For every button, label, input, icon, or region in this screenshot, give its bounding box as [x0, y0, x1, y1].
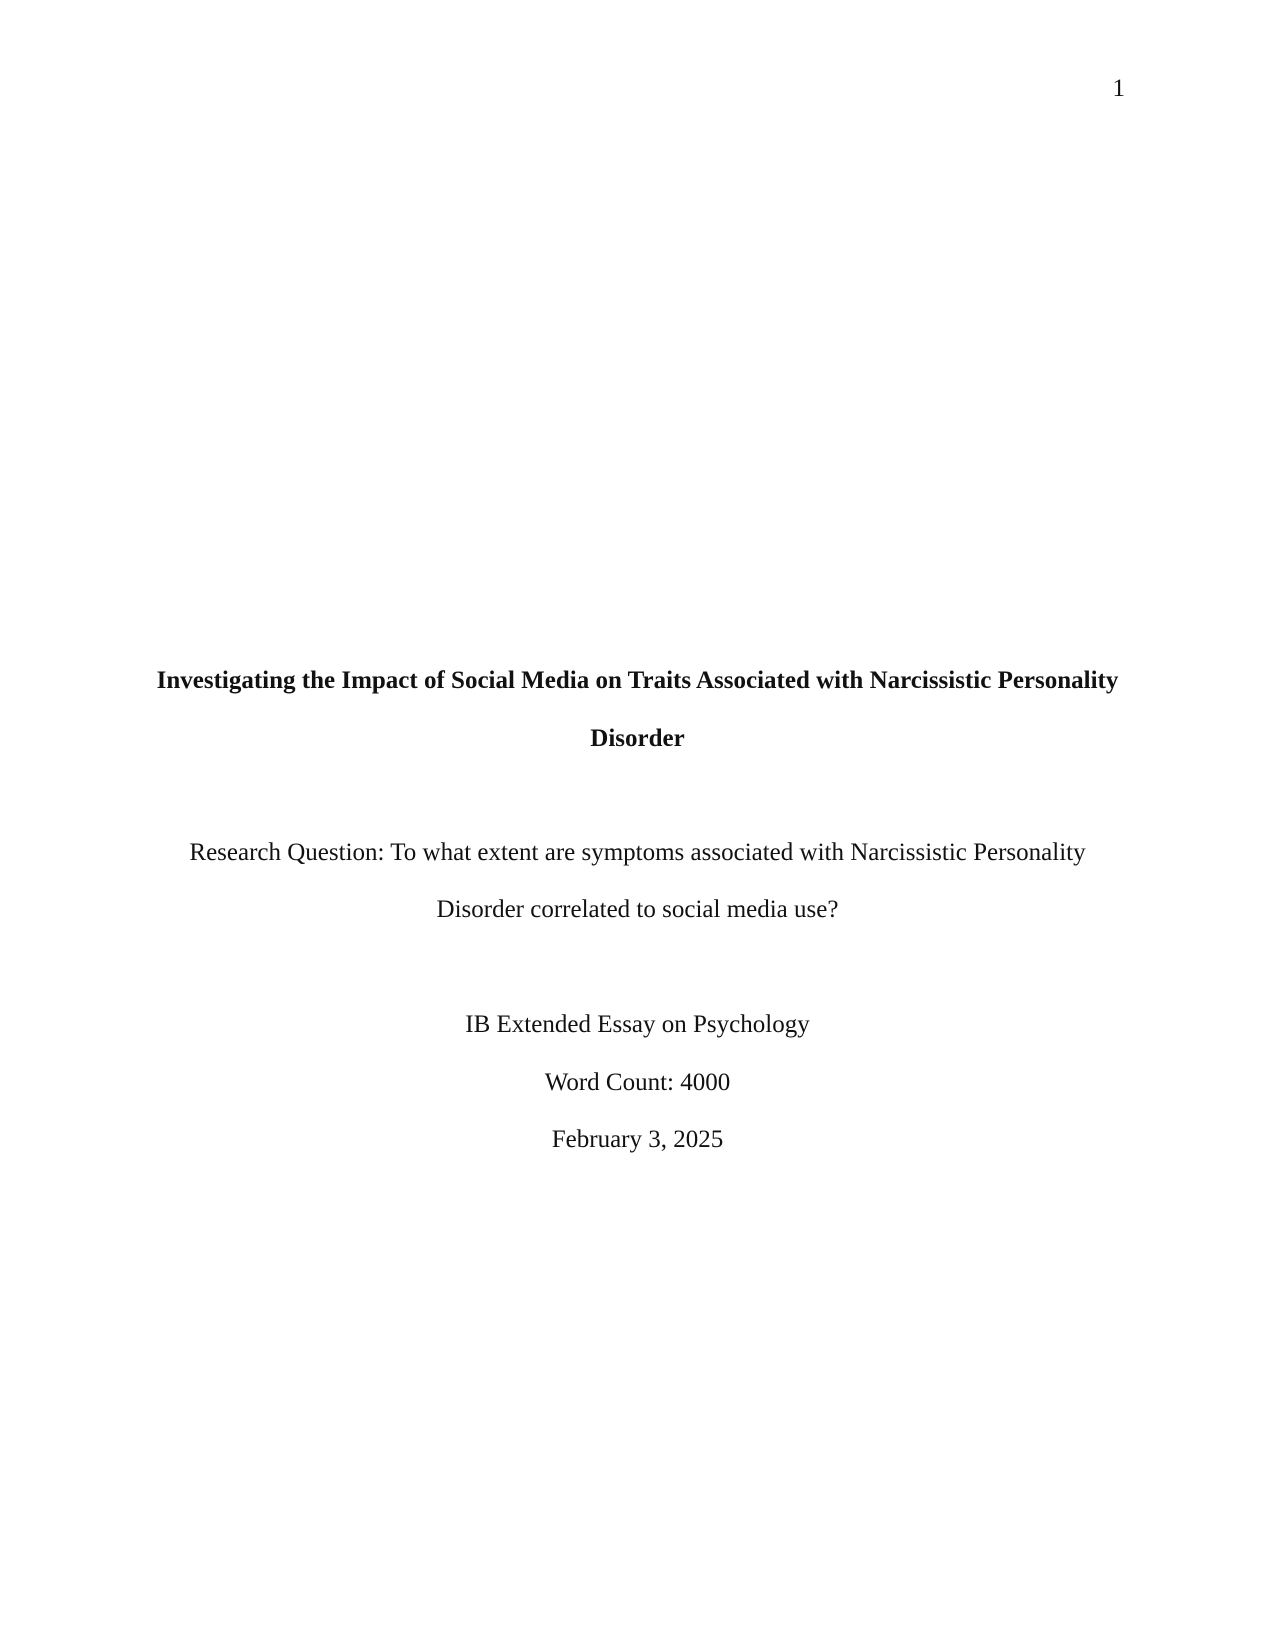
essay-date: February 3, 2025: [551, 1126, 724, 1153]
research-question-line-2: Disorder correlated to social media use?: [436, 896, 839, 923]
essay-title-line-1: Investigating the Impact of Social Media on Traits Associated with Narcissistic Personality: [156, 667, 1119, 694]
essay-title: [150, 652, 1125, 768]
essay-subject: IB Extended Essay on Psychology: [465, 1011, 810, 1038]
page-number: 1: [1112, 75, 1125, 102]
word-count: Word Count: 4000: [544, 1068, 731, 1096]
essay-info: [150, 996, 1125, 1169]
research-question: [150, 824, 1125, 938]
research-question-line-1: Research Question: To what extent are symptoms associated with Narcissistic Personality: [189, 839, 1086, 866]
essay-title-line-2: Disorder: [590, 725, 685, 752]
